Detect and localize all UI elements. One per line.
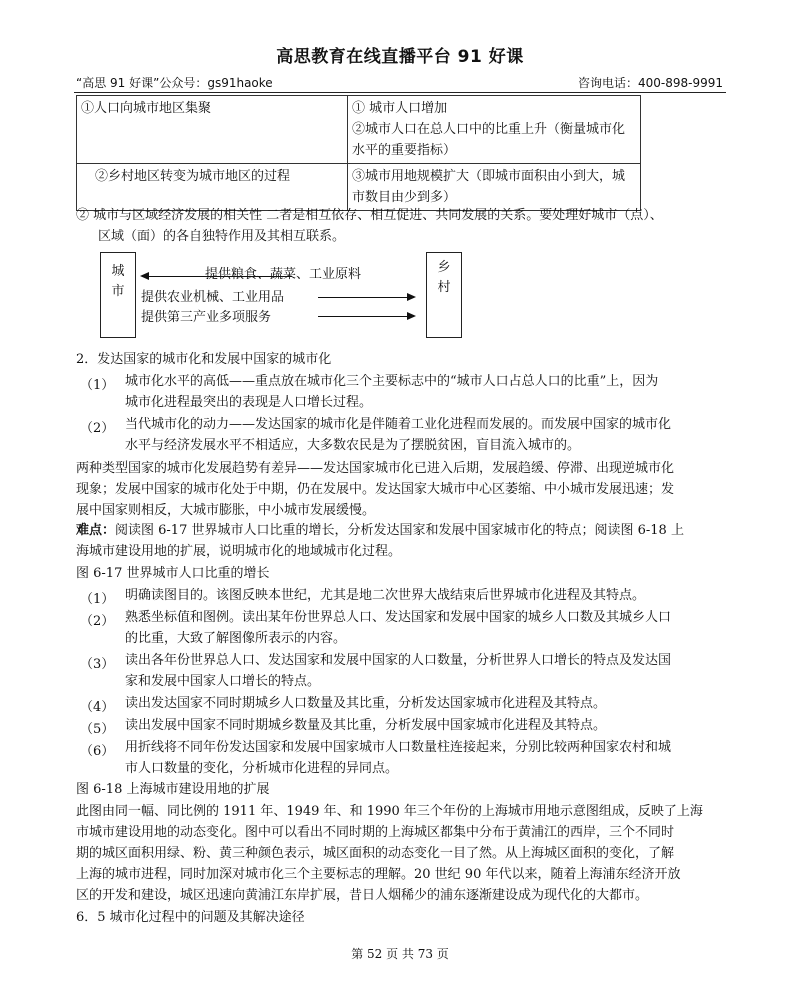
list-item-cont: 家和发展中国家人口增长的特点。: [125, 674, 321, 689]
list-item-number: （5）: [80, 722, 115, 737]
countryside-box-label: 乡村: [437, 260, 451, 295]
list-item-number: （1）: [80, 592, 115, 607]
relation-line-1: ② 城市与区域经济发展的相关性 二者是相互依存、相互促进、共同发展的关系。要处理好城市（点）、: [76, 208, 663, 223]
list-item-number: （2）: [80, 421, 115, 436]
difficulty-line-2: 海城市建设用地的扩展，说明城市化的地域城市化过程。: [76, 544, 402, 559]
relation-line-2: 区域（面）的各自独特作用及其相互联系。: [98, 229, 346, 244]
page-header-title: 高思教育在线直播平台 91 好课: [276, 47, 524, 67]
list-item-number: （6）: [80, 744, 115, 759]
list-item-number: （3）: [80, 657, 115, 672]
list-item: 读出发达国家不同时期城乡人口数量及其比重，分析发达国家城市化进程及其特点。: [125, 696, 607, 711]
table-cell: ③城市用地规模扩大（即城市面积由小到大，城市数目由少到多）: [348, 164, 641, 211]
list-item: 城市化水平的高低——重点放在城市化三个主要标志中的“城市人口占总人口的比重”上，因为: [125, 374, 659, 389]
arrow-to-countryside-2: [318, 316, 414, 317]
section-6-5-title: 6．5 城市化过程中的问题及其解决途径: [76, 910, 305, 925]
list-item: 熟悉坐标值和图例。读出某年份世界总人口、发达国家和发展中国家的城乡人口数及其城乡人口: [125, 610, 672, 625]
header-divider: [74, 92, 726, 93]
difficulty-label: 难点：: [76, 523, 116, 538]
difficulty-line-1: [76, 521, 740, 541]
page-number: 第 52 页 共 73 页: [351, 947, 449, 961]
list-item: 读出各年份世界总人口、发达国家和发展中国家的人口数量，分析世界人口增长的特点及发达国: [125, 653, 672, 668]
list-item-cont: 水平与经济发展水平不相适应，大多数农民是为了摆脱贫困，盲目流入城市的。: [125, 438, 581, 453]
urbanization-table: [76, 95, 641, 211]
list-item: 用折线将不同年份发达国家和发展中国家城市人口数量柱连接起来，分别比较两种国家农村和城: [125, 740, 672, 755]
list-item-number: （4）: [80, 700, 115, 715]
trend-line: 展中国家则相反，大城市膨胀，中小城市发展缓慢。: [76, 503, 376, 518]
list-item-cont: 城市化进程最突出的表现是人口增长过程。: [125, 395, 373, 410]
city-box-label: 城市: [111, 264, 125, 299]
table-cell: ②乡村地区转变为城市地区的过程: [77, 164, 348, 211]
trend-line: 现象；发展中国家的城市化处于中期，仍在发展中。发达国家大城市中心区萎缩、中小城市发展迅速；发: [76, 482, 675, 497]
section-2-title: 2．发达国家的城市化和发展中国家的城市化: [76, 352, 332, 367]
trend-line: 两种类型国家的城市化发展趋势有差异——发达国家城市化已进入后期，发展趋缓、停滞、出现逆城市化: [76, 461, 675, 476]
fig-618-line: 市城市建设用地的动态变化。图中可以看出不同时期的上海城区都集中分布于黄浦江的西岸，三个不同时: [76, 825, 675, 840]
table-cell-line: ① 城市人口增加: [352, 101, 448, 116]
fig-618-line: 上海的城市进程，同时加深对城市化三个主要标志的理解。20 世纪 90 年代以来，随着上海浦东经济开放: [76, 867, 681, 882]
list-item: 读出发展中国家不同时期城乡数量及其比重，分析发展中国家城市化进程及其特点。: [125, 718, 607, 733]
fig-618-line: 区的开发和建设，城区迅速向黄浦江东岸扩展，昔日人烟稀少的浦东逐渐建设成为现代化的大都市。: [76, 888, 649, 903]
list-item-cont: 的比重，大致了解图像所表示的内容。: [125, 631, 347, 646]
table-cell: [348, 96, 641, 164]
header-phone: 咨询电话：400-898-9991: [577, 76, 723, 90]
fig-618-line: 期的城区面积用绿、粉、黄三种颜色表示，城区面积的动态变化一目了然。从上海城区面积的变化，了解: [76, 846, 675, 861]
table-row: [77, 96, 641, 164]
table-cell-line: ②城市人口在总人口中的比重上升（衡量城市化水平的重要指标）: [352, 122, 626, 158]
difficulty-text: 阅读图 6-17 世界城市人口比重的增长，分析发达国家和发展中国家城市化的特点；阅读图 6-18 上: [115, 523, 684, 538]
arrow-label-2: 提供农业机械、工业用品: [141, 290, 285, 305]
list-item: 明确读图目的。该图反映本世纪，尤其是地二次世界大战结束后世界城市化进程及其特点。: [125, 588, 646, 603]
list-item-number: （2）: [80, 614, 115, 629]
fig-617-title: 图 6-17 世界城市人口比重的增长: [76, 566, 270, 581]
arrow-label-3: 提供第三产业多项服务: [141, 310, 272, 325]
table-row: [77, 164, 641, 211]
table-cell: ①人口向城市地区集聚: [77, 96, 348, 164]
fig-618-title: 图 6-18 上海城市建设用地的扩展: [76, 782, 270, 797]
arrow-label-1: 提供粮食、蔬菜、工业原料: [205, 267, 362, 282]
list-item-cont: 市人口数量的变化，分析城市化进程的异同点。: [125, 761, 399, 776]
header-wechat: “高思 91 好课”公众号：gs91haoke: [76, 76, 273, 90]
arrow-to-countryside-1: [318, 297, 414, 298]
fig-618-line: 此图由同一幅、同比例的 1911 年、1949 年、和 1990 年三个年份的上海城市用地示意图组成，反映了上海: [76, 804, 703, 819]
list-item-number: （1）: [80, 378, 115, 393]
list-item: 当代城市化的动力——发达国家的城市化是伴随着工业化进程而发展的。而发展中国家的城市化: [125, 417, 672, 432]
